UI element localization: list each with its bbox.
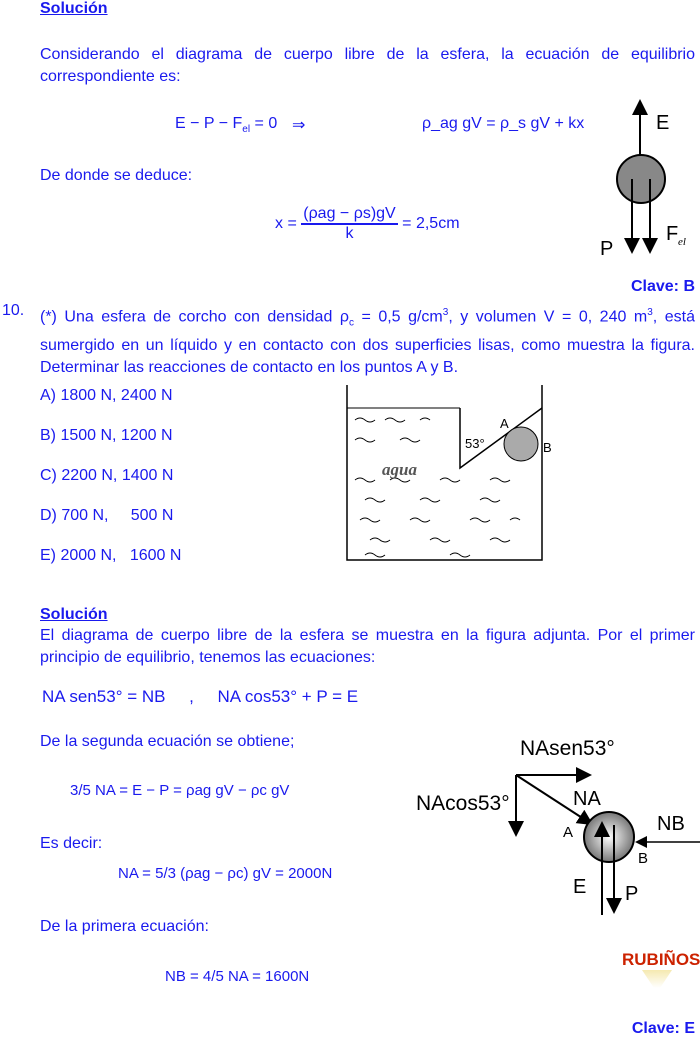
logo-text: RUBIÑOS: [622, 950, 700, 969]
svg-text:E: E: [656, 112, 670, 134]
problem-statement: (*) Una esfera de corcho con densidad $\rho_c = 0,5$ $g/cm^3$, y volumen V = 0, 240 $m^3$, está sumergido en un líquido y en contacto con dos superficies lisas, como muestra la figura. Determinar las reacciones de contacto en los puntos A y B.: [40, 307, 696, 376]
x-equation: x = $\frac{\text{(ρag − ρs)gV}}{k}$ = 2,5cm: [275, 205, 460, 242]
es-decir-text: Es decir:: [40, 835, 103, 852]
equation-1: $E - P - F_{el} = 0$: [175, 115, 278, 136]
svg-text:A: A: [500, 416, 509, 431]
svg-text:B: B: [638, 850, 649, 867]
svg-text:el: el: [678, 236, 686, 248]
svg-text:F: F: [666, 223, 679, 245]
free-body-diagram-1: [590, 95, 700, 265]
rubinos-logo: [622, 950, 700, 988]
problem-number: 10.: [2, 302, 25, 319]
implies-symbol: ⇒: [292, 117, 306, 134]
deduce-text: De donde se deduce:: [40, 167, 193, 184]
svg-text:A: A: [563, 824, 574, 841]
svg-text:P: P: [600, 238, 614, 260]
option-d[interactable]: D) 700 N, 500 N: [40, 507, 174, 524]
equilibrium-equations: NA sen53° = NB , NA cos53° + P = E: [42, 687, 359, 706]
solution-heading-2: Solución: [40, 606, 108, 623]
svg-text:B: B: [543, 440, 552, 455]
answer-key-2: Clave: E: [631, 1020, 695, 1037]
option-b[interactable]: B) 1500 N, 1200 N: [40, 427, 173, 444]
svg-text:P: P: [625, 883, 639, 905]
svg-text:NB: NB: [657, 813, 685, 835]
free-body-diagram-2: [410, 725, 700, 920]
equation-2: ρ_ag gV = ρ_s gV + kx: [422, 115, 585, 132]
second-eq-text: De la segunda ecuación se obtiene;: [40, 733, 295, 750]
svg-text:NAsen53°: NAsen53°: [520, 737, 615, 760]
solution-2-intro: El diagrama de cuerpo libre de la esfera se muestra en la figura adjunta. Por el primer principio de equilibrio, tenemos las ecuaciones:: [40, 627, 695, 666]
equation-c: NB = 4/5 NA = 1600N: [165, 968, 310, 985]
equation-a: 3/5 NA = E − P = ρag gV − ρc gV: [70, 782, 290, 799]
answer-key-1: Clave: B: [630, 278, 695, 295]
option-c[interactable]: C) 2200 N, 1400 N: [40, 467, 174, 484]
svg-text:NAcos53°: NAcos53°: [416, 792, 510, 815]
equation-b: NA = 5/3 (ρag − ρc) gV = 2000N: [118, 865, 333, 882]
svg-text:NA: NA: [573, 788, 601, 810]
container-figure: [340, 380, 550, 565]
first-eq-text: De la primera ecuación:: [40, 918, 209, 935]
svg-text:53°: 53°: [465, 436, 485, 451]
solution-intro: Considerando el diagrama de cuerpo libre de la esfera, la ecuación de equilibrio correspondiente es:: [40, 46, 695, 85]
solution-heading: Solución: [40, 0, 108, 17]
svg-text:agua: agua: [382, 460, 417, 479]
option-e[interactable]: E) 2000 N, 1600 N: [40, 547, 182, 564]
option-a[interactable]: A) 1800 N, 2400 N: [40, 387, 173, 404]
svg-text:E: E: [573, 876, 587, 898]
